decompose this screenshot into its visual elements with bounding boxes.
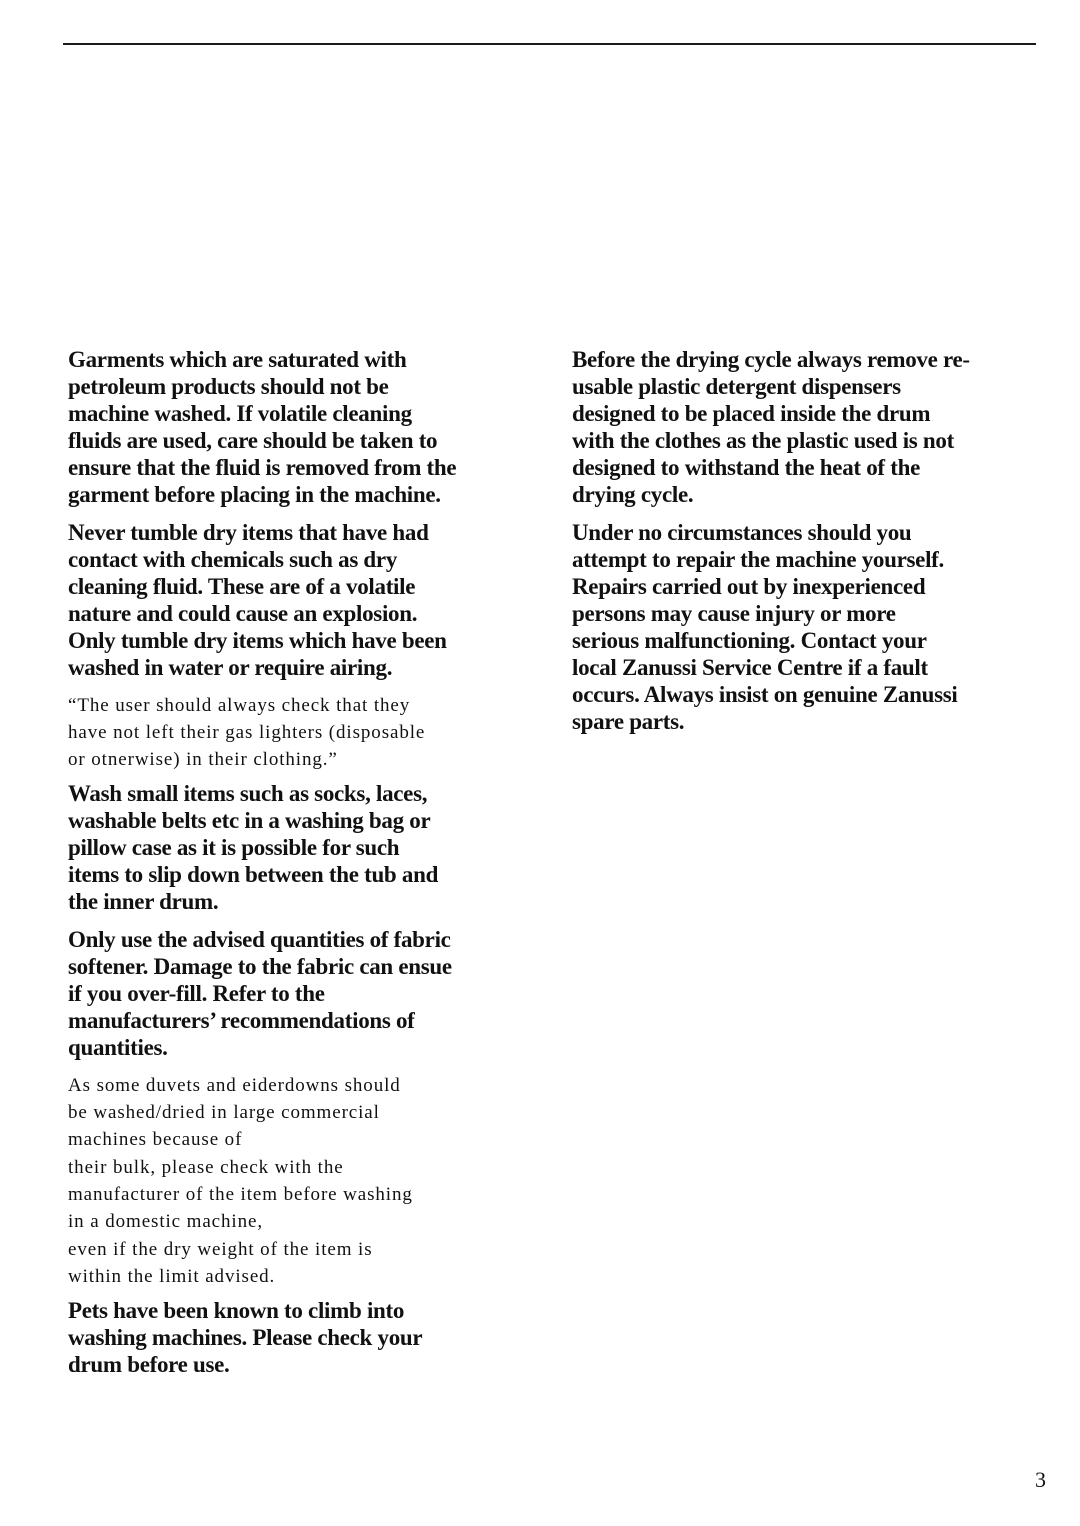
pets-paragraph: Pets have been known to climb into washing machines. Please check your drum before use. (68, 1298, 423, 1377)
duvets-paragraph-part-1: As some duvets and eiderdowns should be washed/dried in large commercial machines because of (68, 1075, 401, 1150)
left-column (68, 346, 543, 1389)
top-rule (63, 43, 1036, 45)
fabric-softener-paragraph: Only use the advised quantities of fabric softener. Damage to the fabric can ensue if you over-fill. Refer to the manufacturers’ recommendations of quantities. (68, 927, 452, 1060)
petroleum-warning-paragraph: Garments which are saturated with petroleum products should not be machine washed. If volatile cleaning fluids are used, care should be taken to ensure that the fluid is removed from the garment before placing in the machine. (68, 347, 457, 507)
tumble-dry-chemicals-paragraph: Never tumble dry items that have had contact with chemicals such as dry cleaning fluid. These are of a volatile nature and could cause an explosion. Only tumble dry items which have been washed in water or require airing. (68, 520, 447, 680)
right-column (572, 346, 1052, 746)
page-number: 3 (1035, 1467, 1046, 1492)
repair-warning-paragraph: Under no circumstances should you attempt to repair the machine yourself. Repairs carried out by inexperienced persons may cause injury or more serious malfunctioning. Contact your local Zanussi Service Centre if a fault occurs. Always insist on genuine Zanussi spare parts. (572, 520, 958, 734)
duvets-paragraph-part-2: their bulk, please check with the manufacturer of the item before washing in a domestic machine, (68, 1157, 413, 1232)
duvets-paragraph-part-3: even if the dry weight of the item is within the limit advised. (68, 1239, 373, 1287)
small-items-paragraph: Wash small items such as socks, laces, washable belts etc in a washing bag or pillow case as it is possible for such items to slip down between the tub and the inner drum. (68, 781, 439, 914)
gas-lighters-paragraph: “The user should always check that they have not left their gas lighters (disposable or otnerwise) in their clothing.” (68, 695, 426, 770)
detergent-dispensers-paragraph: Before the drying cycle always remove re- usable plastic detergent dispensers designed to be placed inside the drum with the clothes as the plastic used is not designed to withstand the heat of the drying cycle. (572, 347, 970, 507)
